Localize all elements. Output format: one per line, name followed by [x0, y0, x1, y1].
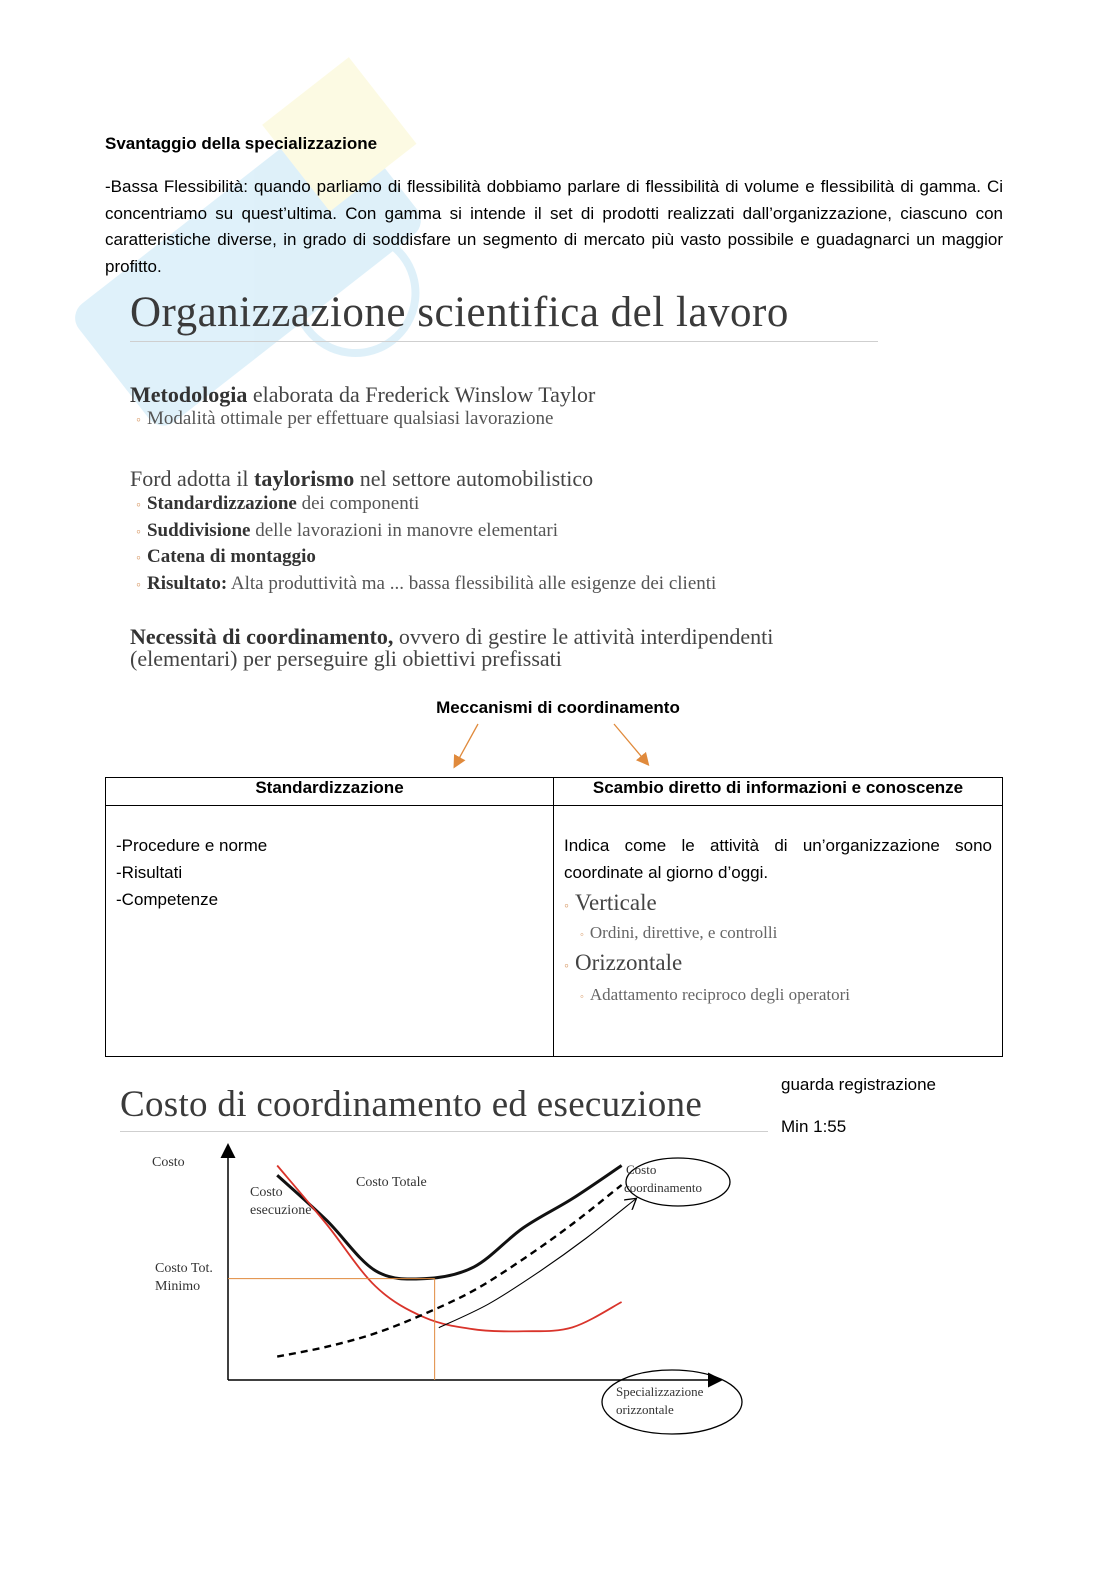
taylor-sub: [136, 408, 595, 430]
mechanisms-arrows: [440, 718, 670, 774]
taylor-sub-text: Modalità ottimale per effettuare qualsiasi lavorazione: [146, 408, 554, 429]
x-axis-label-1: Specializzazione: [616, 1384, 704, 1399]
paragraph-flessibilita: -Bassa Flessibilità: quando parliamo di flessibilità dobbiamo parlare di flessibilità di volume e flessibilità di gamma. Ci concentriamo su quest’ultima. Con gamma si intende il set di prodotti realizzati dall’organizzazione, ciascuno con caratteristiche diverse, in grado di soddisfare un segmento di mercato più vasto possibile e guadagnarci un maggior profitto.: [105, 177, 1003, 276]
coordinamento-bold: Necessità di coordinamento,: [130, 624, 394, 649]
label-execution-2: esecuzione: [250, 1203, 312, 1218]
series-total-line: [277, 1166, 621, 1280]
ford-heading-bold: taylorismo: [254, 466, 355, 491]
ford-item-rest: Alta produttività ma ... bassa flessibilità alle esigenze dei clienti: [227, 572, 717, 594]
mechanisms-title: Meccanismi di coordinamento: [436, 698, 680, 717]
list-subitem: [580, 921, 992, 947]
ford-item: [136, 492, 716, 519]
ford-heading: [130, 466, 716, 492]
bullet-icon: ◦: [136, 524, 141, 540]
taylor-heading-bold: Metodologia: [130, 382, 248, 407]
list-item-verticale: [564, 888, 992, 921]
section-heading: Svantaggio della specializzazione: [105, 134, 378, 153]
verticale-label: Verticale: [574, 890, 657, 915]
y-axis-label: Costo: [152, 1155, 185, 1170]
slide-divider: [130, 341, 878, 342]
label-execution-1: Costo: [250, 1185, 283, 1200]
table-row: [106, 806, 1003, 1057]
bullet-icon: ◦: [564, 899, 569, 914]
label-coordination-2: coordinamento: [624, 1180, 702, 1195]
table-cell-scambio: [554, 806, 1003, 1057]
slide-block-taylor: [130, 382, 595, 430]
table-header-scambio: Scambio diretto di informazioni e conoscenze: [554, 778, 1003, 806]
bullet-icon: ◦: [580, 929, 584, 941]
ford-item-rest: delle lavorazioni in manovre elementari: [250, 519, 559, 541]
side-note-minuto: Min 1:55: [781, 1117, 847, 1136]
bullet-icon: ◦: [564, 959, 569, 974]
bullet-icon: ◦: [136, 577, 141, 593]
side-note-registrazione: guarda registrazione: [781, 1075, 936, 1094]
verticale-sub: Ordini, direttive, e controlli: [589, 923, 778, 942]
taylor-heading: [130, 382, 595, 408]
list-item-orizzontale: [564, 947, 992, 983]
slide-block-ford: [130, 466, 716, 598]
chart-title: Costo di coordinamento ed esecuzione: [120, 1084, 703, 1125]
chart-divider: [120, 1131, 768, 1132]
coordination-table: [105, 777, 1003, 1057]
ford-item-bold: Suddivisione: [146, 519, 251, 541]
ford-item-bold: Standardizzazione: [146, 493, 297, 514]
ford-item-bold: Risultato:: [146, 572, 228, 594]
list-item: -Procedure e norme: [116, 836, 268, 855]
orizzontale-label: Orizzontale: [574, 950, 683, 975]
ford-heading-post: nel settore automobilistico: [354, 466, 594, 491]
scambio-description: Indica come le attività di un’organizzazione sono coordinate al giorno d’oggi.: [564, 836, 992, 882]
ford-item: [136, 519, 716, 546]
taylor-heading-rest: elaborata da Frederick Winslow Taylor: [247, 382, 596, 407]
bullet-icon: ◦: [136, 551, 141, 566]
coordinamento-rest: ovvero di gestire le attività interdipendenti: [393, 624, 774, 649]
table-cell-standardizzazione: [106, 806, 554, 1057]
ford-list: [136, 492, 716, 598]
ford-item: [136, 545, 716, 572]
scambio-list: [564, 888, 992, 1009]
bullet-icon: ◦: [580, 991, 584, 1003]
table-header-standardizzazione: Standardizzazione: [106, 778, 554, 806]
cost-chart: [140, 1140, 760, 1440]
bullet-icon: ◦: [136, 413, 141, 428]
x-axis-label-2: orizzontale: [616, 1402, 674, 1417]
ford-item-rest: dei componenti: [296, 493, 420, 514]
list-item: -Risultati: [116, 863, 183, 882]
arrow-right-icon: [614, 724, 646, 762]
series-execution-line: [277, 1166, 621, 1332]
ford-item: [136, 572, 716, 599]
list-subitem: [580, 983, 992, 1009]
bullet-icon: ◦: [136, 498, 141, 513]
table-header-row: [106, 778, 1003, 806]
coordinamento-line-2: (elementari) per perseguire gli obiettivi prefissati: [130, 646, 562, 671]
slide-block-coordinamento: [130, 626, 773, 670]
series-coordination-line: [277, 1185, 621, 1357]
label-minimum-2: Minimo: [155, 1279, 201, 1294]
arrow-left-icon: [456, 724, 478, 764]
list-item: -Competenze: [116, 890, 219, 909]
label-coordination-1: Costo: [626, 1162, 657, 1177]
coordinamento-line-1: [130, 626, 773, 648]
ford-heading-pre: Ford adotta il: [130, 466, 255, 491]
orizzontale-sub: Adattamento reciproco degli operatori: [589, 985, 850, 1004]
ford-item-bold: Catena di montaggio: [146, 546, 316, 567]
label-total: Costo Totale: [356, 1175, 427, 1190]
label-minimum-1: Costo Tot.: [155, 1261, 213, 1276]
slide-title: Organizzazione scientifica del lavoro: [130, 289, 789, 336]
